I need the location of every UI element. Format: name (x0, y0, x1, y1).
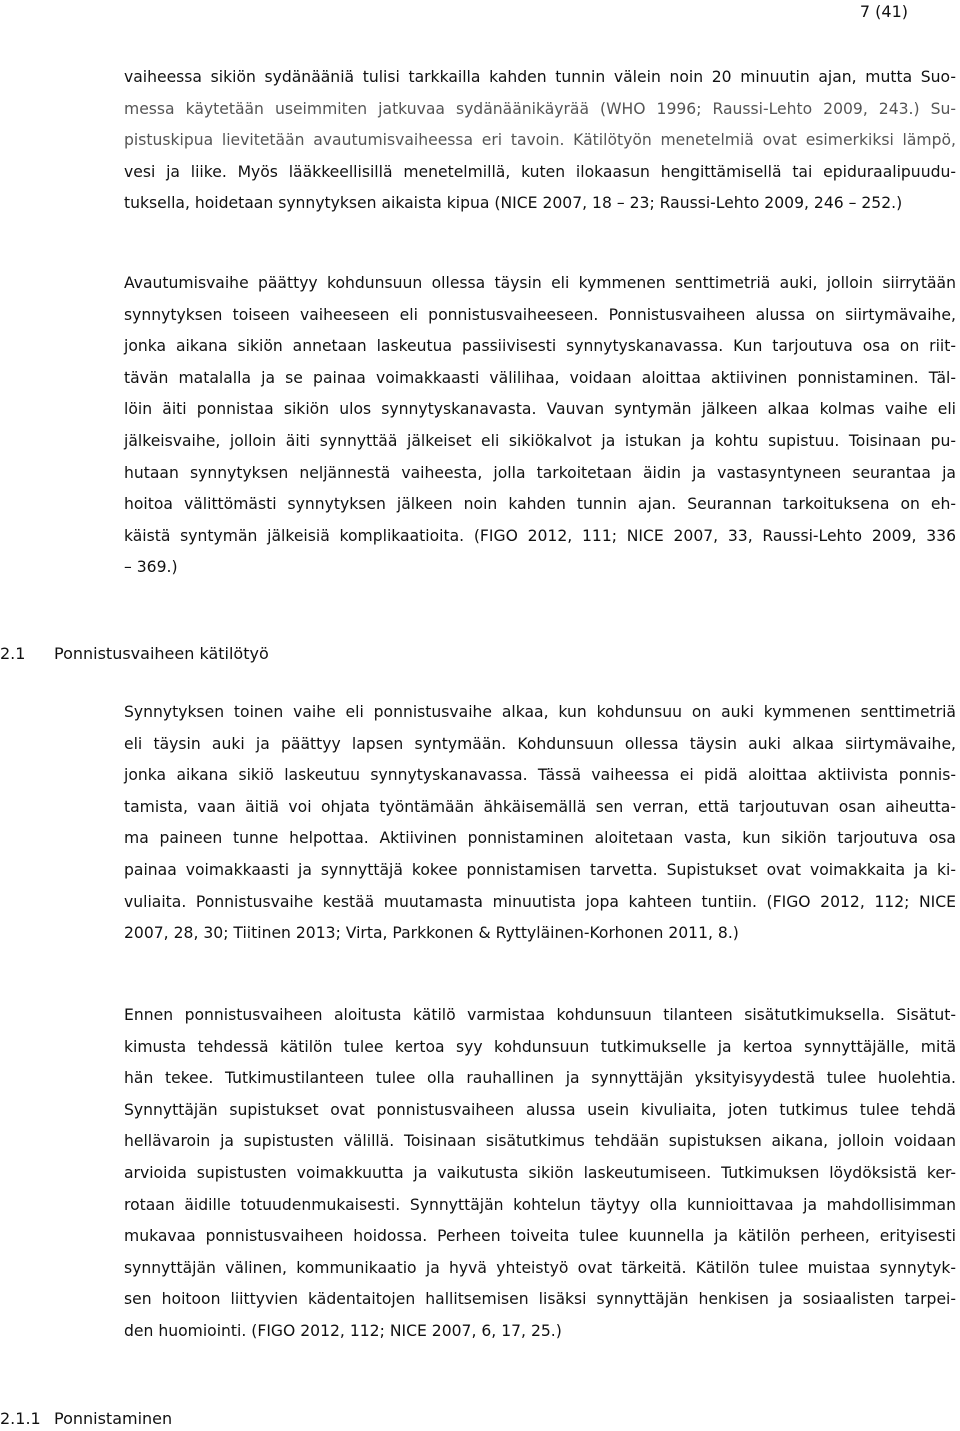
paragraph-line: mukavaa ponnistusvaiheen hoidossa. Perheen toiveita tulee kuunnella ja kätilön perheen, erityisesti (124, 1227, 956, 1246)
heading-number: 2.1.1 (0, 1409, 41, 1428)
heading-title: Ponnistusvaiheen kätilötyö (54, 644, 269, 663)
section-heading-2-1-1 (0, 1409, 172, 1428)
paragraph-line: synnyttäjän välinen, kommunikaatio ja hyvä yhteistyö ovat tärkeitä. Kätilön tulee muistaa synnytyk- (124, 1258, 956, 1277)
paragraph-line: tuksella, hoidetaan synnytyksen aikaista kipua (NICE 2007, 18 – 23; Raussi-Lehto 2009, 246 – 252.) (124, 194, 903, 213)
paragraph-line: vesi ja liike. Myös lääkkeellisillä menetelmillä, kuten ilokaasun hengittämisellä tai epiduraalipuudu- (124, 162, 956, 181)
paragraph-line: sen hoitoon liittyvien kädentaitojen hallitsemisen lisäksi synnyttäjän henkisen ja sosiaalisten tarpei- (124, 1290, 956, 1309)
paragraph-line: Synnytyksen toinen vaihe eli ponnistusvaihe alkaa, kun kohdunsuu on auki kymmenen senttimetriä (124, 703, 956, 721)
paragraph-4 (124, 1000, 956, 1348)
paragraph-line: synnytyksen toiseen vaiheeseen eli ponnistusvaiheeseen. Ponnistusvaiheen alussa on siirtymävaihe, (124, 305, 956, 324)
paragraph-line: hoitoa välittömästi synnytyksen jälkeen noin kahden tunnin ajan. Seurannan tarkoituksena on eh- (124, 495, 956, 514)
paragraph-line: jonka aikana sikiön annetaan laskeutua passiivisesti synnytyskanavassa. Kun tarjoutuva osa on riit- (124, 337, 956, 356)
paragraph-line: pistuskipua lievitetään avautumisvaiheessa eri tavoin. Kätilötyön menetelmiä ovat esimerkiksi lämpö, (124, 131, 956, 150)
paragraph-line: den huomiointi. (FIGO 2012, 112; NICE 2007, 6, 17, 25.) (124, 1321, 562, 1340)
paragraph-2 (124, 268, 956, 584)
paragraph-1 (124, 62, 956, 220)
paragraph-line: jälkeisvaihe, jolloin äiti synnyttää jälkeiset eli sikiökalvot ja istukan ja kohtu supistuu. Toisinaan pu- (124, 431, 956, 450)
paragraph-line: vaiheessa sikiön sydänääniä tulisi tarkkailla kahden tunnin välein noin 20 minuutin ajan, mutta Suo- (124, 68, 956, 86)
paragraph-line: ma paineen tunne helpottaa. Aktiivinen ponnistaminen aloitetaan vasta, kun sikiön tarjoutuva osa (124, 829, 956, 848)
paragraph-line: eli täysin auki ja päättyy lapsen syntymään. Kohdunsuun ollessa täysin auki alkaa siirtymävaihe, (124, 734, 956, 753)
paragraph-line: tävän matalalla ja se painaa voimakkaasti välilihaa, voidaan aloittaa aktiivinen ponnistaminen. Täl- (124, 368, 956, 387)
paragraph-line: – 369.) (124, 558, 178, 577)
section-heading-2-1 (0, 644, 269, 663)
paragraph-line: hän tekee. Tutkimustilanteen tulee olla rauhallinen ja synnyttäjän yksityisyydestä tulee huolehtia. (124, 1069, 956, 1088)
paragraph-line: kimusta tehdessä kätilön tulee kertoa syy kohdunsuun tutkimukselle ja kertoa synnyttäjälle, mitä (124, 1037, 956, 1056)
paragraph-line: jonka aikana sikiö laskeutuu synnytyskanavassa. Tässä vaiheessa ei pidä aloittaa aktiivista ponnis- (124, 766, 956, 785)
paragraph-line: arvioida supistusten voimakkuutta ja vaikutusta sikiön laskeutumiseen. Tutkimuksen löydöksistä ker- (124, 1163, 956, 1182)
paragraph-line: painaa voimakkaasti ja synnyttäjä kokee ponnistamisen tarvetta. Supistukset ovat voimakkaita ja ki- (124, 860, 956, 879)
paragraph-line: Avautumisvaihe päättyy kohdunsuun ollessa täysin eli kymmenen senttimetriä auki, jolloin siirrytään (124, 274, 956, 292)
paragraph-line: 2007, 28, 30; Tiitinen 2013; Virta, Parkkonen & Ryttyläinen-Korhonen 2011, 8.) (124, 924, 739, 943)
paragraph-line: käistä syntymän jälkeisiä komplikaatioita. (FIGO 2012, 111; NICE 2007, 33, Raussi-Lehto 2009, 336 (124, 526, 956, 545)
heading-title: Ponnistaminen (54, 1409, 173, 1428)
paragraph-line: messa käytetään useimmiten jatkuvaa sydänäänikäyrää (WHO 1996; Raussi-Lehto 2009, 243.) Su- (124, 99, 956, 118)
paragraph-line: löin äiti ponnistaa sikiön ulos synnytyskanavasta. Vauvan syntymän jälkeen alkaa kolmas vaihe eli (124, 400, 956, 419)
paragraph-3 (124, 697, 956, 950)
paragraph-line: tamista, vaan äitiä voi ohjata työntämään ähkäisemällä sen verran, että tarjoutuvan osan aiheutta- (124, 797, 956, 816)
paragraph-line: rotaan äidille totuudenmukaisesti. Synnyttäjän kohtelun täytyy olla kunnioittavaa ja mahdollisimman (124, 1195, 956, 1214)
heading-number: 2.1 (0, 644, 26, 663)
paragraph-line: Ennen ponnistusvaiheen aloitusta kätilö varmistaa kohdunsuun tilanteen sisätutkimuksella. Sisätut- (124, 1006, 956, 1024)
paragraph-line: Synnyttäjän supistukset ovat ponnistusvaiheen alussa usein kivuliaita, joten tutkimus tulee tehdä (124, 1100, 956, 1119)
paragraph-line: hellävaroin ja supistusten välillä. Toisinaan sisätutkimus tehdään supistuksen aikana, jolloin voidaan (124, 1132, 956, 1151)
page-number: 7 (41) (859, 2, 908, 21)
paragraph-line: vuliaita. Ponnistusvaihe kestää muutamasta minuutista jopa kahteen tuntiin. (FIGO 2012, 112; NICE (124, 892, 956, 911)
paragraph-line: hutaan synnytyksen neljännestä vaiheesta, jolla tarkoitetaan äidin ja vastasyntyneen seurantaa ja (124, 463, 956, 482)
